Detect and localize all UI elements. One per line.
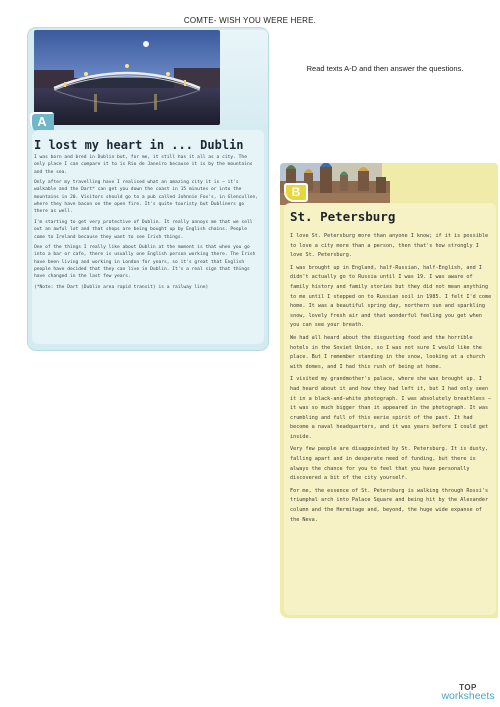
photo-side-strip: [220, 30, 268, 125]
logo-bottom-text: worksheets: [441, 690, 495, 702]
text-a-title: I lost my heart in ... Dublin: [34, 138, 244, 152]
text-label-a: A: [30, 112, 54, 132]
paragraph: Only after my travelling have I realised what an amazing city it is – it's walkable and the Dart* can get you down the coast in 15 minutes or into the mountains in 20. Visitors should go to a pub called Johnnie Fox's, in Glencullen, where they have bacon on the open fire. It's quite touristy but Dubliners go there as well.: [34, 180, 259, 215]
paragraph: I'm starting to get very protective of Dublin. It really annoys me that we sell out an awful lot and that shops are being bought up by English chains. People come to Ireland because they want to see Irish things.: [34, 219, 253, 240]
dublin-bridge-photo: [34, 30, 220, 125]
logo-top-text: TOP: [459, 683, 477, 692]
text-card-a: [28, 28, 268, 350]
text-b-title: St. Petersburg: [290, 209, 396, 224]
paragraph: For me, the essence of St. Petersburg is walking through Rossi's triumphal arch into Palace Square and being hit by the Alexander column and the Hermitage and, beyond, the huge wide expanse of the Neva.: [290, 487, 489, 523]
footnote: (*Note: the Dart (Dublin area rapid transit) is a railway line): [34, 284, 209, 290]
text-card-b: [280, 163, 498, 618]
topworksheets-logo[interactable]: [438, 683, 498, 701]
worksheet-title: COMTE- WISH YOU WERE HERE.: [183, 16, 317, 25]
paragraph: One of the things I really like about Dublin at the moment is that when you go into a bar or cafe, there is usually one English person working there. The Irish have been living and working in London for years, so it's great that English people have decided that they can live in Dublin. It's a real sign that things have changed in the last few years.: [34, 245, 256, 280]
st-petersburg-church-photo: [280, 163, 498, 205]
paragraph: I love St. Petersburg more than anyone I know; if it is possible to love a city more than a person, then that's how strongly I love St. Petersburg.: [290, 233, 489, 259]
text-label-b: B: [284, 183, 308, 202]
paragraph: I visited my grandmother's palace, where she was brought up. I had heard about it and how they had left it, but I had only seen it in a black-and-white photograph. I was absolutely breathless – it was so much bigger than it appeared in the photograph. It was crumbling and full of this eerie spirit of the past. It had become a naval headquarters, and it was years before I could get inside.: [290, 376, 492, 440]
instructions-text: Read texts A-D and then answer the questions.: [306, 64, 464, 73]
text-a-body: [34, 154, 260, 295]
paragraph: We had all heard about the disgusting food and the horrible hotels in the Soviet Union, so I was not sure I would like the place. But I remember standing in the snow, looking at a church with domes, and I had this rush of being at home.: [290, 334, 485, 370]
text-b-body: [290, 232, 494, 528]
paragraph: I was brought up in England, half-Russian, half-English, and I didn't actually go to Russia until I was 19. I was aware of family history and family stories but they did not mean anything to me until I stepped on to Russian soil in 1985. I felt I'd come home. It was a beautiful spring day, northern sun and sparkling snow, lovely fresh air and that wonderful feeling you get when you can see your breath.: [290, 264, 492, 329]
paragraph: Very few people are disappointed by St. Petersburg. It is dusty, falling apart and in desperate need of funding, but there is always the chance for you to feel that you have personally discovered a bit of the city yourself.: [290, 446, 489, 482]
paragraph: I was born and bred in Dublin but, for me, it still has it all as a city. The only place I can compare it to is Rio de Janeiro because it is by the mountains and the sea.: [34, 155, 253, 175]
